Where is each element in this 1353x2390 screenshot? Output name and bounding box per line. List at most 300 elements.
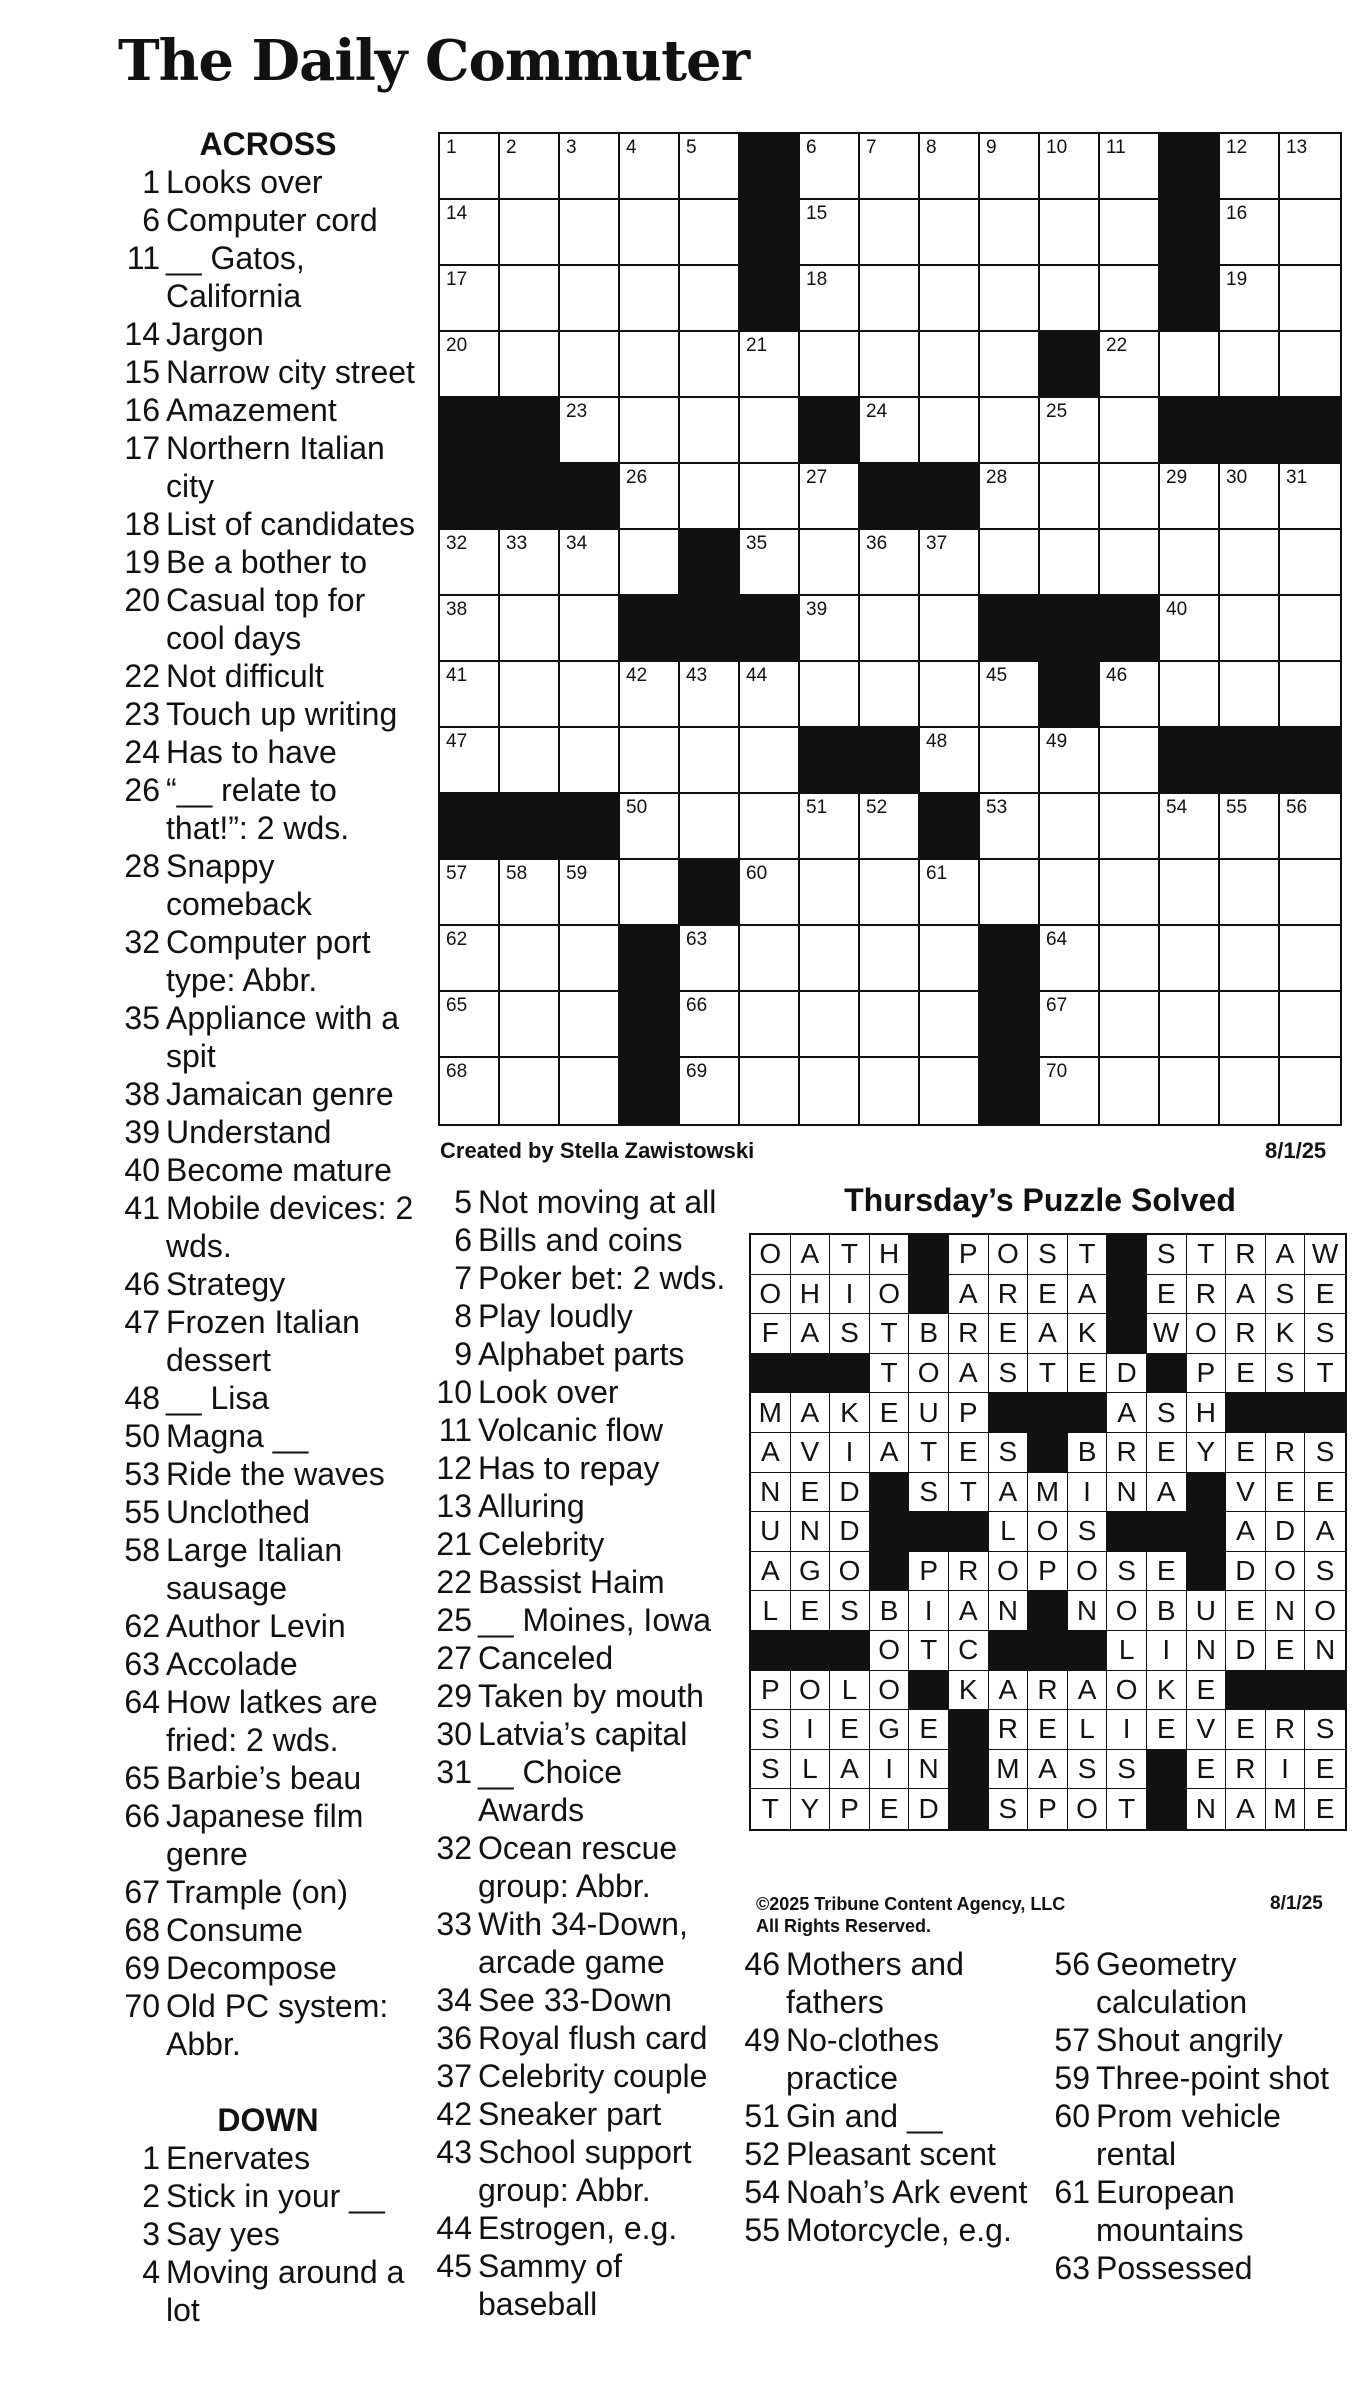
grid-cell[interactable] — [680, 200, 740, 266]
clue-text: Moving around a lot — [166, 2254, 405, 2328]
grid-cell[interactable] — [1040, 1058, 1100, 1124]
solution-letter: O — [909, 1354, 949, 1394]
solution-letter: O — [751, 1275, 791, 1315]
grid-cell[interactable] — [1280, 134, 1340, 200]
grid-block — [1160, 134, 1220, 200]
grid-cell[interactable] — [860, 332, 920, 398]
grid-cell[interactable] — [1100, 926, 1160, 992]
grid-cell[interactable] — [1280, 926, 1340, 992]
clue-text: List of candidates — [166, 506, 416, 542]
grid-cell[interactable] — [1100, 464, 1160, 530]
clue-item — [430, 2209, 730, 2247]
grid-cell[interactable] — [1220, 266, 1280, 332]
solution-letter: O — [1187, 1314, 1227, 1354]
solution-letter: O — [1107, 1671, 1147, 1711]
solution-letter: E — [1305, 1789, 1345, 1829]
grid-cell[interactable] — [500, 266, 560, 332]
grid-cell[interactable] — [440, 728, 500, 794]
grid-cell[interactable] — [440, 926, 500, 992]
solution-grid — [749, 1233, 1347, 1831]
clue-item — [1048, 2097, 1338, 2173]
grid-cell[interactable] — [560, 992, 620, 1058]
grid-cell[interactable] — [1220, 332, 1280, 398]
grid-cell[interactable] — [740, 1058, 800, 1124]
solution-letter: A — [949, 1354, 989, 1394]
cell-number: 35 — [746, 533, 768, 554]
grid-cell[interactable] — [620, 266, 680, 332]
grid-cell[interactable] — [800, 794, 860, 860]
clue-number: 54 — [744, 2174, 780, 2210]
solution-letter: B — [1147, 1591, 1187, 1631]
grid-cell[interactable] — [1280, 1058, 1340, 1124]
solution-letter: V — [791, 1433, 831, 1473]
clue-item — [430, 1639, 730, 1677]
grid-cell[interactable] — [860, 398, 920, 464]
grid-cell[interactable] — [440, 596, 500, 662]
cell-number: 23 — [566, 401, 588, 422]
clue-number: 55 — [124, 1494, 160, 1530]
grid-cell[interactable] — [560, 1058, 620, 1124]
grid-cell[interactable] — [500, 860, 560, 926]
grid-block — [740, 596, 800, 662]
clue-text: Not moving at all — [478, 1184, 717, 1220]
grid-cell[interactable] — [1220, 134, 1280, 200]
grid-cell[interactable] — [1040, 530, 1100, 596]
grid-cell[interactable] — [800, 992, 860, 1058]
clue-number: 32 — [436, 1830, 472, 1866]
grid-cell[interactable] — [980, 266, 1040, 332]
grid-cell[interactable] — [560, 332, 620, 398]
cell-number: 15 — [806, 203, 828, 224]
cell-number: 8 — [926, 137, 937, 158]
clue-text: Be a bother to — [166, 544, 368, 580]
solution-letter: W — [1305, 1235, 1345, 1275]
solution-letter: T — [1305, 1354, 1345, 1394]
grid-cell[interactable] — [1280, 794, 1340, 860]
clue-text: Taken by mouth — [478, 1678, 704, 1714]
clue-text: “__ relate to that!”: 2 wds. — [166, 772, 350, 846]
grid-block — [1040, 332, 1100, 398]
grid-block — [440, 398, 500, 464]
grid-cell[interactable] — [680, 398, 740, 464]
cell-number: 64 — [1046, 929, 1068, 950]
grid-cell[interactable] — [500, 662, 560, 728]
grid-cell[interactable] — [1280, 992, 1340, 1058]
grid-block — [680, 530, 740, 596]
grid-cell[interactable] — [1100, 200, 1160, 266]
grid-cell[interactable] — [800, 860, 860, 926]
grid-cell[interactable] — [860, 1058, 920, 1124]
solution-block — [1107, 1314, 1147, 1354]
grid-cell[interactable] — [800, 530, 860, 596]
grid-cell[interactable] — [500, 596, 560, 662]
clue-number: 30 — [436, 1716, 472, 1752]
grid-cell[interactable] — [1040, 266, 1100, 332]
grid-cell[interactable] — [1040, 992, 1100, 1058]
grid-cell[interactable] — [1280, 860, 1340, 926]
grid-cell[interactable] — [920, 860, 980, 926]
grid-block — [620, 1058, 680, 1124]
grid-cell[interactable] — [1220, 662, 1280, 728]
solution-letter: P — [949, 1393, 989, 1433]
grid-cell[interactable] — [440, 530, 500, 596]
grid-cell[interactable] — [500, 1058, 560, 1124]
grid-cell[interactable] — [800, 926, 860, 992]
solution-block — [1226, 1671, 1266, 1711]
grid-cell[interactable] — [680, 794, 740, 860]
cell-number: 2 — [506, 137, 517, 158]
solution-letter: T — [909, 1433, 949, 1473]
solution-letter: D — [830, 1473, 870, 1513]
grid-cell[interactable] — [980, 134, 1040, 200]
solution-block — [949, 1789, 989, 1829]
grid-cell[interactable] — [860, 926, 920, 992]
grid-cell[interactable] — [560, 926, 620, 992]
grid-cell[interactable] — [500, 332, 560, 398]
solution-letter: R — [1187, 1275, 1227, 1315]
cell-number: 27 — [806, 467, 828, 488]
grid-cell[interactable] — [740, 992, 800, 1058]
grid-cell[interactable] — [440, 992, 500, 1058]
grid-cell[interactable] — [980, 728, 1040, 794]
grid-cell[interactable] — [980, 662, 1040, 728]
grid-cell[interactable] — [560, 266, 620, 332]
clue-text: Mobile devices: 2 wds. — [166, 1190, 414, 1264]
grid-cell[interactable] — [1100, 266, 1160, 332]
grid-cell[interactable] — [1280, 662, 1340, 728]
clue-text: Become mature — [166, 1152, 392, 1188]
grid-cell[interactable] — [560, 134, 620, 200]
solution-letter: M — [1266, 1789, 1306, 1829]
grid-cell[interactable] — [680, 992, 740, 1058]
grid-cell[interactable] — [500, 200, 560, 266]
clue-text: Celebrity couple — [478, 2058, 708, 2094]
solution-letter: G — [870, 1710, 910, 1750]
clue-text: Noah’s Ark event — [786, 2174, 1028, 2210]
grid-cell[interactable] — [920, 200, 980, 266]
grid-cell[interactable] — [920, 662, 980, 728]
grid-cell[interactable] — [1040, 860, 1100, 926]
grid-cell[interactable] — [1100, 728, 1160, 794]
cell-number: 38 — [446, 599, 468, 620]
grid-cell[interactable] — [1040, 794, 1100, 860]
grid-cell[interactable] — [980, 200, 1040, 266]
grid-cell[interactable] — [980, 398, 1040, 464]
clue-text: Snappy comeback — [166, 848, 312, 922]
grid-cell[interactable] — [860, 530, 920, 596]
grid-cell[interactable] — [860, 200, 920, 266]
clue-item — [430, 1753, 730, 1829]
grid-cell[interactable] — [440, 860, 500, 926]
grid-cell[interactable] — [620, 398, 680, 464]
grid-cell[interactable] — [1280, 596, 1340, 662]
grid-cell[interactable] — [1040, 728, 1100, 794]
solution-letter: M — [989, 1750, 1029, 1790]
grid-cell[interactable] — [680, 332, 740, 398]
grid-cell[interactable] — [1280, 332, 1340, 398]
solution-block — [1147, 1750, 1187, 1790]
clue-text: Stick in your __ — [166, 2178, 385, 2214]
grid-cell[interactable] — [560, 728, 620, 794]
grid-cell[interactable] — [500, 992, 560, 1058]
grid-cell[interactable] — [800, 1058, 860, 1124]
grid-cell[interactable] — [740, 860, 800, 926]
clue-number: 67 — [124, 1874, 160, 1910]
solution-letter: G — [791, 1552, 831, 1592]
solution-letter: I — [830, 1275, 870, 1315]
grid-cell[interactable] — [620, 332, 680, 398]
grid-cell[interactable] — [620, 134, 680, 200]
grid-cell[interactable] — [740, 530, 800, 596]
grid-cell[interactable] — [1160, 860, 1220, 926]
grid-cell[interactable] — [1100, 398, 1160, 464]
grid-cell[interactable] — [1220, 992, 1280, 1058]
puzzle-grid[interactable] — [438, 132, 1342, 1126]
solution-block — [949, 1750, 989, 1790]
grid-block — [1160, 398, 1220, 464]
grid-cell[interactable] — [560, 398, 620, 464]
grid-cell[interactable] — [980, 530, 1040, 596]
grid-cell[interactable] — [680, 728, 740, 794]
grid-cell[interactable] — [560, 662, 620, 728]
grid-cell[interactable] — [860, 992, 920, 1058]
grid-cell[interactable] — [680, 926, 740, 992]
grid-cell[interactable] — [620, 860, 680, 926]
grid-block — [1100, 596, 1160, 662]
grid-cell[interactable] — [740, 728, 800, 794]
grid-cell[interactable] — [500, 134, 560, 200]
grid-cell[interactable] — [680, 464, 740, 530]
grid-cell[interactable] — [860, 662, 920, 728]
clue-number: 12 — [436, 1450, 472, 1486]
solution-letter: E — [1028, 1275, 1068, 1315]
grid-cell[interactable] — [440, 1058, 500, 1124]
grid-cell[interactable] — [620, 662, 680, 728]
grid-cell[interactable] — [800, 662, 860, 728]
cell-number: 25 — [1046, 401, 1068, 422]
solution-letter: E — [1147, 1433, 1187, 1473]
cell-number: 33 — [506, 533, 528, 554]
grid-cell[interactable] — [1040, 134, 1100, 200]
grid-cell[interactable] — [1040, 926, 1100, 992]
grid-cell[interactable] — [800, 464, 860, 530]
grid-cell[interactable] — [560, 530, 620, 596]
grid-cell[interactable] — [1220, 200, 1280, 266]
grid-cell[interactable] — [920, 134, 980, 200]
clue-item — [118, 1303, 418, 1379]
grid-cell[interactable] — [1220, 596, 1280, 662]
clue-text: Consume — [166, 1912, 303, 1948]
cell-number: 7 — [866, 137, 877, 158]
grid-cell[interactable] — [500, 926, 560, 992]
grid-cell[interactable] — [1040, 200, 1100, 266]
clue-item — [118, 391, 418, 429]
grid-cell[interactable] — [1280, 266, 1340, 332]
grid-cell[interactable] — [1220, 1058, 1280, 1124]
grid-cell[interactable] — [620, 794, 680, 860]
grid-cell[interactable] — [980, 794, 1040, 860]
cell-number: 31 — [1286, 467, 1308, 488]
solution-letter: L — [791, 1750, 831, 1790]
grid-cell[interactable] — [920, 992, 980, 1058]
solution-letter: S — [909, 1473, 949, 1513]
grid-cell[interactable] — [680, 1058, 740, 1124]
grid-cell[interactable] — [620, 200, 680, 266]
clue-text: Latvia’s capital — [478, 1716, 688, 1752]
solution-block — [870, 1512, 910, 1552]
grid-cell[interactable] — [1160, 992, 1220, 1058]
grid-cell[interactable] — [680, 134, 740, 200]
grid-cell[interactable] — [560, 596, 620, 662]
clue-item — [118, 1797, 418, 1873]
grid-cell[interactable] — [980, 860, 1040, 926]
grid-cell[interactable] — [1160, 1058, 1220, 1124]
grid-cell[interactable] — [740, 464, 800, 530]
grid-cell[interactable] — [1100, 992, 1160, 1058]
grid-cell[interactable] — [860, 134, 920, 200]
grid-block — [1280, 398, 1340, 464]
grid-cell[interactable] — [440, 266, 500, 332]
grid-cell[interactable] — [1160, 530, 1220, 596]
grid-cell[interactable] — [800, 134, 860, 200]
grid-cell[interactable] — [1280, 530, 1340, 596]
grid-cell[interactable] — [1100, 1058, 1160, 1124]
grid-cell[interactable] — [920, 728, 980, 794]
grid-cell[interactable] — [500, 728, 560, 794]
grid-cell[interactable] — [440, 134, 500, 200]
solution-letter: K — [1147, 1671, 1187, 1711]
grid-cell[interactable] — [980, 464, 1040, 530]
clue-number: 23 — [124, 696, 160, 732]
grid-cell[interactable] — [800, 332, 860, 398]
grid-block — [620, 992, 680, 1058]
solution-letter: H — [1187, 1393, 1227, 1433]
grid-cell[interactable] — [620, 728, 680, 794]
grid-cell[interactable] — [920, 398, 980, 464]
grid-cell[interactable] — [920, 266, 980, 332]
cell-number: 19 — [1226, 269, 1248, 290]
grid-cell[interactable] — [860, 266, 920, 332]
grid-cell[interactable] — [1160, 332, 1220, 398]
grid-cell[interactable] — [1100, 530, 1160, 596]
solution-letter: E — [909, 1710, 949, 1750]
clue-number: 49 — [744, 2022, 780, 2058]
solution-block — [870, 1473, 910, 1513]
solution-letter: E — [830, 1710, 870, 1750]
grid-cell[interactable] — [1100, 134, 1160, 200]
grid-cell[interactable] — [500, 530, 560, 596]
clue-item — [118, 1417, 418, 1455]
grid-cell[interactable] — [920, 1058, 980, 1124]
grid-cell[interactable] — [1220, 530, 1280, 596]
grid-cell[interactable] — [1160, 926, 1220, 992]
grid-cell[interactable] — [620, 530, 680, 596]
grid-cell[interactable] — [440, 662, 500, 728]
grid-cell[interactable] — [1280, 200, 1340, 266]
grid-cell[interactable] — [440, 332, 500, 398]
solution-letter: K — [1068, 1314, 1108, 1354]
grid-cell[interactable] — [440, 200, 500, 266]
solution-letter: S — [1305, 1433, 1345, 1473]
clue-text: Has to have — [166, 734, 337, 770]
solution-letter: V — [1187, 1710, 1227, 1750]
grid-cell[interactable] — [980, 332, 1040, 398]
grid-cell[interactable] — [920, 596, 980, 662]
grid-cell[interactable] — [1160, 662, 1220, 728]
grid-cell[interactable] — [560, 860, 620, 926]
grid-cell[interactable] — [1040, 464, 1100, 530]
grid-cell[interactable] — [800, 200, 860, 266]
grid-cell[interactable] — [680, 662, 740, 728]
grid-cell[interactable] — [620, 464, 680, 530]
solution-letter: N — [989, 1591, 1029, 1631]
grid-block — [620, 926, 680, 992]
grid-cell[interactable] — [860, 860, 920, 926]
solution-letter: I — [791, 1710, 831, 1750]
grid-cell[interactable] — [740, 398, 800, 464]
clue-text: Japanese film genre — [166, 1798, 364, 1872]
solution-letter: F — [751, 1314, 791, 1354]
clue-item — [430, 1335, 730, 1373]
grid-cell[interactable] — [860, 596, 920, 662]
grid-cell[interactable] — [800, 596, 860, 662]
grid-cell[interactable] — [1100, 332, 1160, 398]
grid-cell[interactable] — [740, 662, 800, 728]
grid-cell[interactable] — [1280, 464, 1340, 530]
clue-number: 25 — [436, 1602, 472, 1638]
grid-cell[interactable] — [740, 332, 800, 398]
clue-item — [738, 2135, 1028, 2173]
solution-block — [870, 1552, 910, 1592]
grid-cell[interactable] — [1040, 398, 1100, 464]
solution-letter: H — [870, 1235, 910, 1275]
clue-number: 64 — [124, 1684, 160, 1720]
solution-letter: E — [1028, 1710, 1068, 1750]
grid-cell[interactable] — [1220, 464, 1280, 530]
grid-cell[interactable] — [860, 794, 920, 860]
grid-cell[interactable] — [920, 530, 980, 596]
clue-item — [430, 1905, 730, 1981]
grid-cell[interactable] — [560, 200, 620, 266]
grid-cell[interactable] — [1160, 464, 1220, 530]
cell-number: 30 — [1226, 467, 1248, 488]
grid-cell[interactable] — [740, 794, 800, 860]
cell-number: 55 — [1226, 797, 1248, 818]
grid-cell[interactable] — [920, 332, 980, 398]
grid-cell[interactable] — [1220, 860, 1280, 926]
grid-cell[interactable] — [1160, 596, 1220, 662]
solution-letter: O — [1107, 1591, 1147, 1631]
grid-cell[interactable] — [800, 266, 860, 332]
clue-text: School support group: Abbr. — [478, 2134, 692, 2208]
grid-cell[interactable] — [1100, 794, 1160, 860]
grid-cell[interactable] — [1220, 926, 1280, 992]
cell-number: 24 — [866, 401, 888, 422]
solution-letter: N — [791, 1512, 831, 1552]
grid-cell[interactable] — [1100, 860, 1160, 926]
solution-block — [909, 1235, 949, 1275]
grid-cell[interactable] — [740, 926, 800, 992]
solution-block — [1028, 1433, 1068, 1473]
grid-cell[interactable] — [1160, 794, 1220, 860]
grid-cell[interactable] — [1100, 662, 1160, 728]
clue-item — [1048, 2059, 1338, 2097]
grid-cell[interactable] — [680, 266, 740, 332]
grid-cell[interactable] — [920, 926, 980, 992]
solution-letter: K — [830, 1393, 870, 1433]
solution-block — [1187, 1552, 1227, 1592]
grid-cell[interactable] — [1220, 794, 1280, 860]
